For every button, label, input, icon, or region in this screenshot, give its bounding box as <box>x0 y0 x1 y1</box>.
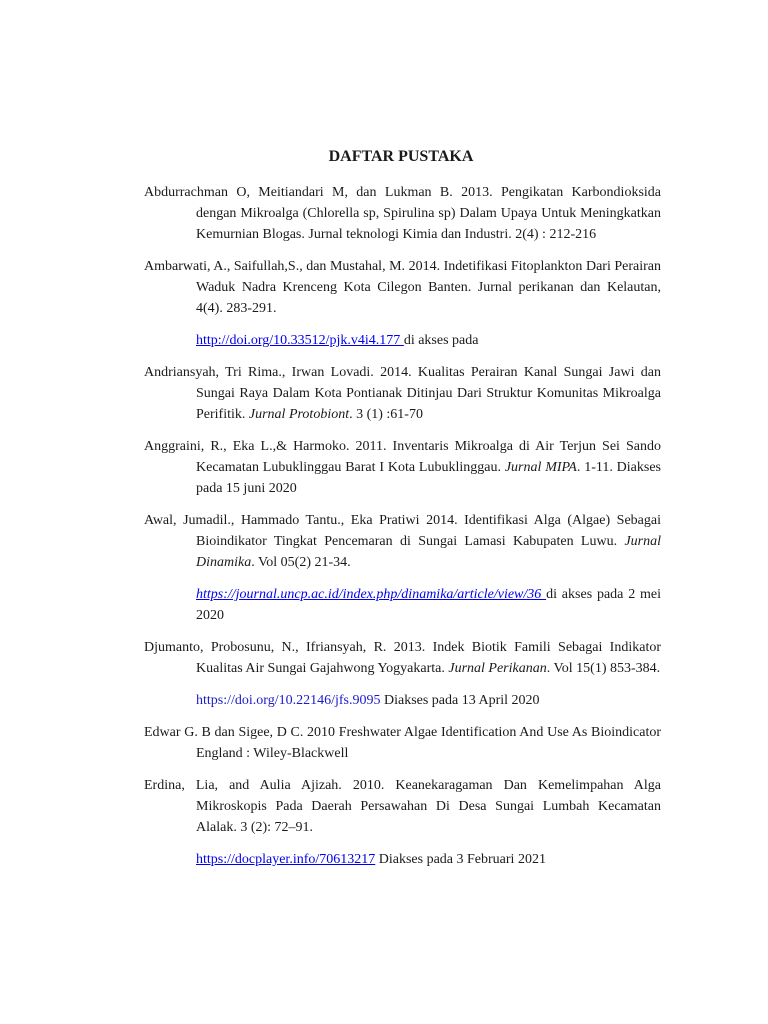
reference-tail: . 3 (1) :61-70 <box>349 407 423 422</box>
doi-link-djumanto[interactable]: https://doi.org/10.22146/jfs.9095 <box>196 693 381 708</box>
reference-tail: . Vol 05(2) 21-34. <box>251 555 351 570</box>
access-note: Diakses pada 13 April 2020 <box>380 693 540 708</box>
doi-link-ambarwati[interactable]: http://doi.org/10.33512/pjk.v4i4.177 <box>196 333 404 348</box>
reference-ambarwati: Ambarwati, A., Saifullah,S., dan Mustahal, M. 2014. Indetifikasi Fitoplankton Dari Perairan Waduk Nadra Krenceng Kota Cilegon Banten. Jurnal perikanan dan Kelautan, 4(4). 283-291. <box>144 259 661 316</box>
access-note: Diakses pada 3 Februari 2021 <box>375 852 546 867</box>
journal-name: Jurnal Protobiont <box>248 407 350 422</box>
reference-andriansyah <box>144 362 661 425</box>
reference-erdina-link-line <box>144 849 661 870</box>
reference-edwar: Edwar G. B dan Sigee, D C. 2010 Freshwater Algae Identification And Use As Bioindicator England : Wiley-Blackwell <box>144 725 661 761</box>
journal-name: Jurnal Dinamika <box>196 534 661 570</box>
page-title: DAFTAR PUSTAKA <box>328 148 474 165</box>
reference-awal-link-line <box>144 584 661 626</box>
reference-list <box>144 182 661 881</box>
journal-name: Jurnal MIPA <box>504 460 577 475</box>
reference-tail: . Vol 15(1) 853-384. <box>546 661 661 676</box>
journal-name: Jurnal Perikanan <box>448 661 547 676</box>
reference-djumanto-link-line <box>144 690 661 711</box>
reference-ambarwati-link-line <box>144 330 661 351</box>
access-note: di akses pada <box>403 333 479 348</box>
reference-anggraini <box>144 436 661 499</box>
reference-text: Andriansyah, Tri Rima., Irwan Lovadi. 2014. Kualitas Perairan Kanal Sungai Jawi dan Sungai Raya Dalam Kota Pontianak Ditinjau Dari Struktur Komunitas Mikroalga Perifitik. <box>144 365 661 422</box>
reference-djumanto <box>144 637 661 679</box>
reference-abdurrachman: Abdurrachman O, Meitiandari M, dan Lukman B. 2013. Pengikatan Karbondioksida dengan Mikroalga (Chlorella sp, Spirulina sp) Dalam Upaya Untuk Meningkatkan Kemurnian Blogas. Jurnal teknologi Kimia dan Industri. 2(4) : 212-216 <box>144 185 661 242</box>
reference-awal <box>144 510 661 573</box>
reference-text: Awal, Jumadil., Hammado Tantu., Eka Pratiwi 2014. Identifikasi Alga (Algae) Sebagai Bioindikator Tingkat Pencemaran di Sungai Lamasi Kabupaten Luwu. <box>144 513 661 549</box>
reference-text: Anggraini, R., Eka L.,& Harmoko. 2011. Inventaris Mikroalga di Air Terjun Sei Sando Kecamatan Lubuklinggau Barat I Kota Lubuklinggau. <box>144 439 661 475</box>
reference-tail: . 1-11. Diakses pada 15 juni 2020 <box>196 460 661 496</box>
reference-erdina: Erdina, Lia, and Aulia Ajizah. 2010. Keanekaragaman Dan Kemelimpahan Alga Mikroskopis Pada Daerah Persawahan Di Desa Sungai Lumbah Kecamatan Alalak. 3 (2): 72–91. <box>144 778 661 835</box>
url-link-awal[interactable]: https://journal.uncp.ac.id/index.php/dinamika/article/view/36 <box>196 587 547 602</box>
reference-text: Djumanto, Probosunu, N., Ifriansyah, R. 2013. Indek Biotik Famili Sebagai Indikator Kualitas Air Sungai Gajahwong Yogyakarta. <box>144 640 661 676</box>
access-note: di akses pada 2 mei 2020 <box>196 587 661 623</box>
url-link-erdina[interactable]: https://docplayer.info/70613217 <box>196 852 376 867</box>
